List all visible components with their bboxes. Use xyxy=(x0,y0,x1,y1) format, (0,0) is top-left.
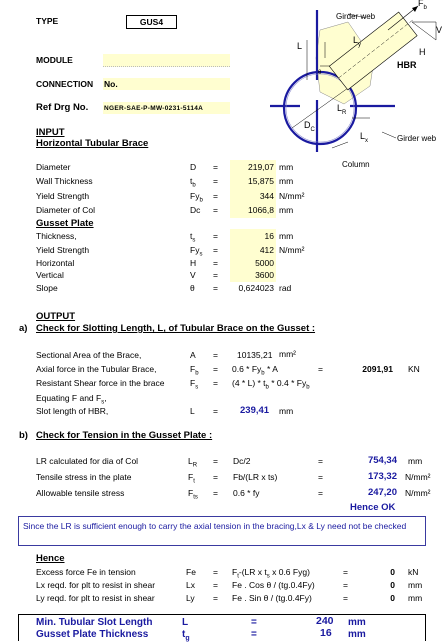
yield-strength-value[interactable]: 344 xyxy=(259,191,274,201)
fb-label: $F_b$ xyxy=(418,0,427,11)
l-label: L xyxy=(297,41,303,51)
gusset-diagram xyxy=(270,0,448,170)
summary-thickness-value: 16 xyxy=(320,627,332,639)
girder-web-top-label: Girder web xyxy=(336,12,376,21)
gusset-title: Gusset Plate xyxy=(36,218,94,229)
type-value[interactable]: GUS4 xyxy=(126,15,177,29)
lx-value: 0 xyxy=(390,580,395,590)
equating-text: Equating F and $F_s$, xyxy=(36,393,107,406)
ref-drg-label: Ref Drg No. xyxy=(36,102,89,113)
col-diameter-value[interactable]: 1066,8 xyxy=(248,205,274,215)
note-box: Since the LR is sufficient enough to carry the axial tension in the bracing,Lx & Ly need not be checked xyxy=(18,516,426,546)
diameter-value[interactable]: 219,07 xyxy=(248,162,274,172)
section-a-letter: a) xyxy=(19,323,28,334)
gusset-thickness-value[interactable]: 16 xyxy=(264,231,274,241)
theta-label: θ xyxy=(318,70,322,76)
lx-label: $L_x$ xyxy=(360,131,369,144)
ref-drg-value: NGER-SAE-P-MW-0231-5114A xyxy=(104,105,204,112)
hence-ok-label: Hence OK xyxy=(350,502,396,513)
h-label: H xyxy=(419,47,426,57)
brace-title: Horizontal Tubular Brace xyxy=(36,138,149,149)
output-title: OUTPUT xyxy=(36,311,76,322)
type-label: TYPE xyxy=(36,16,59,26)
slot-length-value: 239,41 xyxy=(240,405,270,416)
section-b-title: Check for Tension in the Gusset Plate : xyxy=(36,430,213,441)
slope-value: 0,624023 xyxy=(238,283,274,293)
horizontal-value[interactable]: 5000 xyxy=(255,258,274,268)
area-value: 10135,21 xyxy=(237,350,273,360)
connection-input[interactable] xyxy=(103,78,230,90)
section-b-letter: b) xyxy=(19,430,28,441)
wall-thickness-value[interactable]: 15,875 xyxy=(248,176,274,186)
connection-value: No. xyxy=(104,79,118,89)
allowable-stress-value: 247,20 xyxy=(367,487,397,498)
hbr-label: HBR xyxy=(397,60,417,70)
lr-value: 754,34 xyxy=(367,455,397,466)
vertical-value[interactable]: 3600 xyxy=(255,270,274,280)
hence-title: Hence xyxy=(36,553,65,564)
ly-label: $L_y$ xyxy=(353,35,362,48)
excess-force-value: 0 xyxy=(390,567,395,577)
gusset-yield-value[interactable]: 412 xyxy=(259,245,274,255)
dc-label: $D_C$ xyxy=(304,120,315,133)
v-label: V xyxy=(436,25,443,35)
column-label: Column xyxy=(342,160,370,169)
module-input[interactable] xyxy=(103,54,230,67)
section-a-title: Check for Slotting Length, L, of Tubular Brace on the Gusset : xyxy=(36,323,316,334)
tensile-stress-value: 173,32 xyxy=(367,471,397,482)
module-label: MODULE xyxy=(36,55,73,65)
ly-value: 0 xyxy=(390,593,395,603)
input-title: INPUT xyxy=(36,127,65,138)
summary-slot-value: 240 xyxy=(316,615,334,627)
connection-label: CONNECTION xyxy=(36,79,94,89)
axial-force-value: 2091,91 xyxy=(362,364,393,374)
girder-web-right-label: Girder web xyxy=(397,134,437,143)
lr-label: $L_R$ xyxy=(337,103,347,116)
